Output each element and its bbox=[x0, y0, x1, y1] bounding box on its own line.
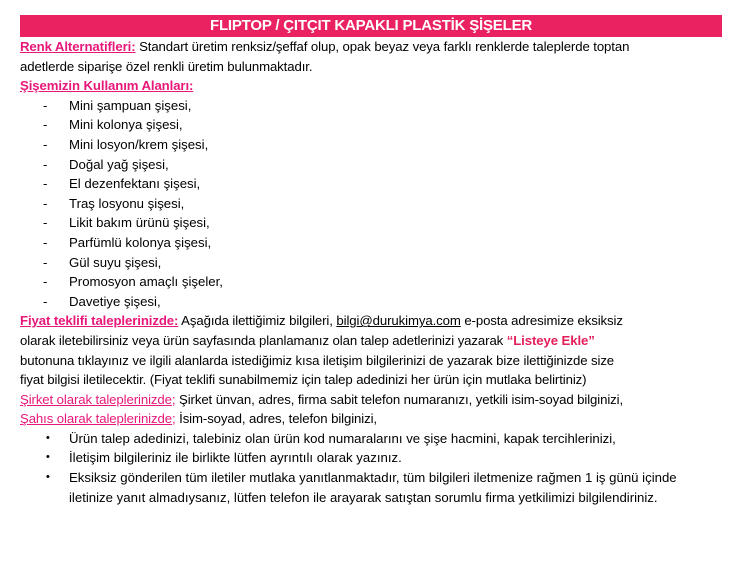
add-to-list-reference: “Listeye Ekle” bbox=[506, 332, 595, 348]
quote-line-2 bbox=[20, 331, 722, 351]
company-requests-separator: ; bbox=[171, 391, 176, 407]
quote-text-4: fiyat bilgisi iletilecektir. (Fiyat teklifi sunabilmemiz için talep adedinizi her ürün için mutlaka belirtiniz) bbox=[20, 372, 587, 388]
dash-marker: - bbox=[43, 117, 48, 133]
usage-list-item bbox=[20, 213, 722, 233]
usage-list-item bbox=[20, 115, 722, 135]
color-alternatives-text-2: adetlerde siparişe özel renkli üretim bulunmaktadır. bbox=[20, 58, 313, 74]
quote-line-4 bbox=[20, 370, 722, 390]
quote-line-1 bbox=[20, 311, 722, 331]
usage-list-item bbox=[20, 174, 722, 194]
instructions-list-item bbox=[20, 468, 722, 507]
usage-heading-line bbox=[20, 76, 722, 96]
color-alternatives-label: Renk Alternatifleri: bbox=[20, 39, 136, 54]
color-alternatives-line-2 bbox=[20, 57, 722, 77]
quote-text-1: Aşağıda ilettiğimiz bilgileri, bbox=[178, 313, 337, 329]
usage-item-text: Likit bakım ürünü şişesi, bbox=[69, 215, 210, 231]
bullet-marker: • bbox=[46, 451, 50, 464]
person-requests-text: İsim-soyad, adres, telefon bilginizi, bbox=[175, 411, 377, 427]
usage-list bbox=[20, 96, 722, 312]
person-requests-label: Şahıs olarak taleplerinizde bbox=[20, 411, 172, 427]
dash-marker: - bbox=[43, 195, 48, 211]
usage-list-item bbox=[20, 233, 722, 253]
company-requests-label: Şirket olarak taleplerinizde bbox=[20, 391, 172, 407]
page-title: FLIPTOP / ÇITÇIT KAPAKLI PLASTİK ŞİŞELER bbox=[209, 17, 533, 34]
email-link[interactable]: bilgi@durukimya.com bbox=[336, 313, 461, 329]
dash-marker: - bbox=[43, 215, 48, 231]
usage-list-item bbox=[20, 155, 722, 175]
instructions-list bbox=[20, 429, 722, 507]
quote-text-1b: e-posta adresimize eksiksiz bbox=[460, 313, 623, 329]
bullet-marker: • bbox=[46, 471, 50, 484]
person-requests-line bbox=[20, 409, 722, 429]
company-requests-text: Şirket ünvan, adres, firma sabit telefon numaranızı, yetkili isim-soyad bilginizi, bbox=[175, 391, 624, 407]
usage-item-text: Davetiye şişesi, bbox=[69, 293, 161, 309]
dash-marker: - bbox=[43, 234, 48, 250]
usage-areas-label: Şişemizin Kullanım Alanları: bbox=[20, 78, 194, 94]
dash-marker: - bbox=[43, 97, 48, 113]
quote-text-3: butonuna tıklayınız ve ilgili alanlarda istediğimiz kısa iletişim bilgilerinizi de yazarak bize ilettiğinizde size bbox=[20, 352, 615, 368]
usage-item-text: Doğal yağ şişesi, bbox=[69, 156, 169, 172]
usage-item-text: Mini losyon/krem şişesi, bbox=[69, 136, 209, 152]
usage-list-item bbox=[20, 253, 722, 273]
usage-list-item bbox=[20, 194, 722, 214]
quote-requests-label: Fiyat teklifi taleplerinizde bbox=[20, 313, 175, 329]
dash-marker: - bbox=[43, 293, 48, 309]
instructions-list-item bbox=[20, 429, 722, 449]
usage-item-text: Promosyon amaçlı şişeler, bbox=[69, 274, 223, 290]
usage-item-text: Mini kolonya şişesi, bbox=[69, 117, 183, 133]
color-alternatives-line-1 bbox=[20, 37, 722, 57]
bullet-marker: • bbox=[46, 431, 50, 444]
instruction-text: Eksiksiz gönderilen tüm iletiler mutlaka yanıtlanmaktadır, tüm bilgileri iletmenize rağmen 1 iş günü içinde iletinize yanıt almadıysanız, lütfen telefon ile arayarak satıştan sorumlu firma yetkilimizi bilgilendiriniz. bbox=[69, 470, 677, 505]
usage-item-text: Gül suyu şişesi, bbox=[69, 254, 162, 270]
instruction-text: İletişim bilgileriniz ile birlikte lütfen ayrıntılı olarak yazınız. bbox=[69, 450, 402, 466]
dash-marker: - bbox=[43, 136, 48, 152]
quote-requests-colon: : bbox=[174, 313, 179, 329]
company-requests-line bbox=[20, 390, 722, 410]
instruction-text: Ürün talep adedinizi, talebiniz olan ürün kod numaralarını ve şişe hacmini, kapak tercihlerinizi, bbox=[69, 430, 616, 446]
usage-list-item bbox=[20, 135, 722, 155]
dash-marker: - bbox=[43, 274, 48, 290]
usage-item-text: Parfümlü kolonya şişesi, bbox=[69, 234, 212, 250]
page-title-banner bbox=[20, 15, 722, 37]
usage-list-item bbox=[20, 292, 722, 312]
usage-list-item bbox=[20, 96, 722, 116]
usage-item-text: El dezenfektanı şişesi, bbox=[69, 176, 201, 192]
person-requests-separator: ; bbox=[171, 411, 176, 427]
dash-marker: - bbox=[43, 156, 48, 172]
document-page bbox=[20, 15, 722, 507]
quote-text-2: olarak iletebilirsiniz veya ürün sayfasında planlamanız olan talep adetlerinizi yazarak bbox=[20, 332, 507, 348]
usage-list-item bbox=[20, 272, 722, 292]
dash-marker: - bbox=[43, 176, 48, 192]
instructions-list-item bbox=[20, 448, 722, 468]
quote-line-3 bbox=[20, 351, 722, 371]
usage-item-text: Mini şampuan şişesi, bbox=[69, 97, 192, 113]
color-alternatives-text-1: Standart üretim renksiz/şeffaf olup, opak beyaz veya farklı renklerde taleplerde toptan bbox=[135, 39, 630, 54]
dash-marker: - bbox=[43, 254, 48, 270]
usage-item-text: Traş losyonu şişesi, bbox=[69, 195, 185, 211]
